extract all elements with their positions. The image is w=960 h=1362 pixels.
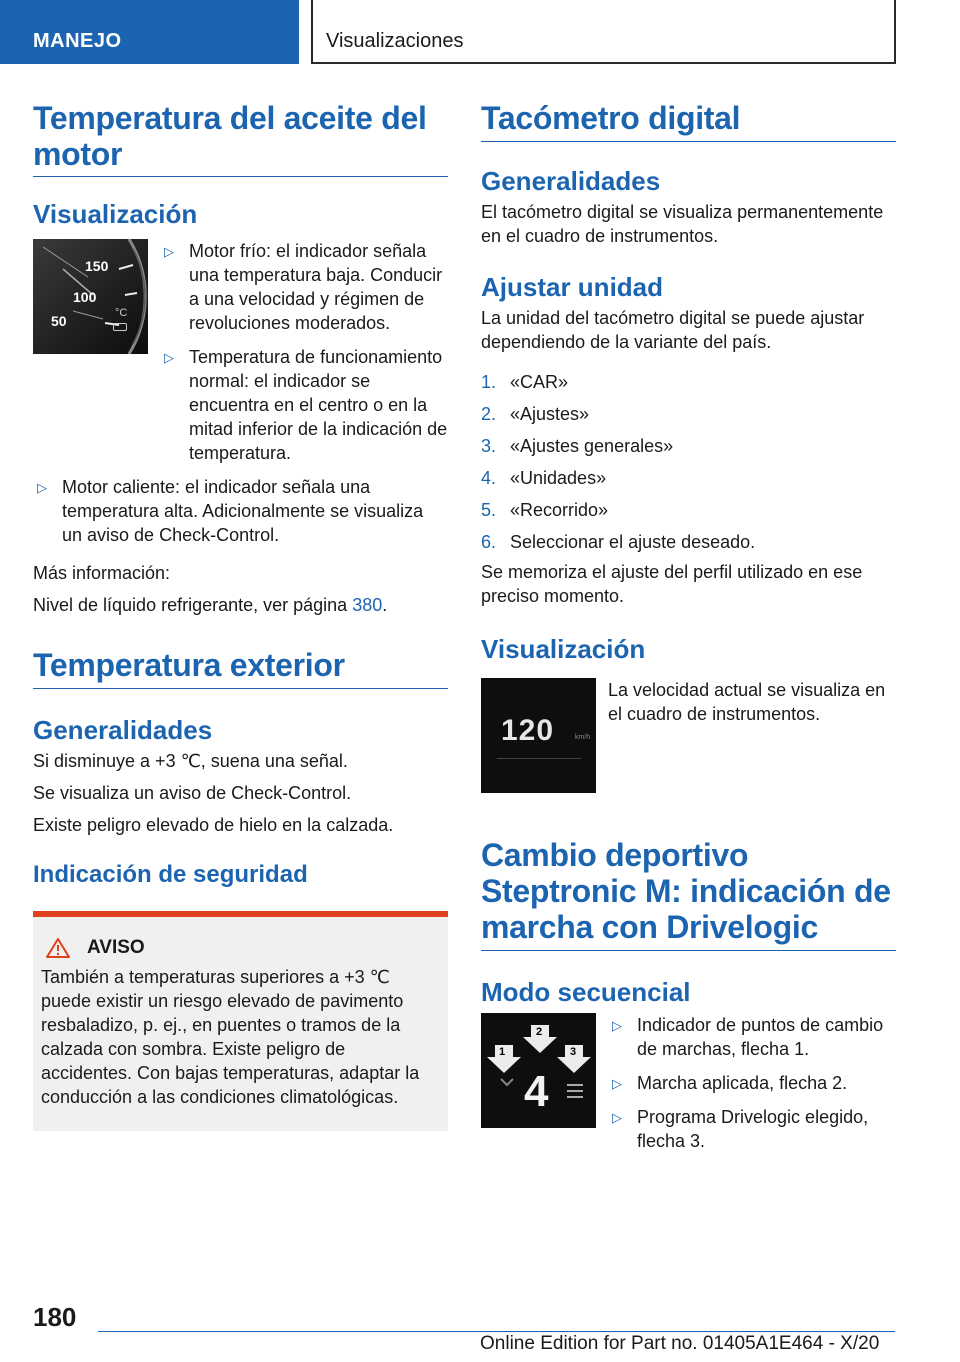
exterior-p3: Existe peligro elevado de hielo en la calzada. (33, 815, 394, 835)
oil-display-heading: Visualización (33, 199, 198, 229)
oil-gauge-image (33, 239, 148, 354)
step-item: 5. «Recorrido» (481, 500, 609, 520)
triangle-bullet-icon: ▷ (164, 350, 174, 365)
page-number: 180 (33, 1302, 77, 1332)
warning-triangle-icon (45, 937, 71, 959)
warning-text: También a temperaturas superiores a +3 ℃ puede existir un riesgo elevado de pavimento resbaladizo, p. ej., en puentes o tramos de la calzada con sombra. Existe peligro de accidentes. Con bajas temperaturas, adaptar la conducción a las condiciones climatológicas. (41, 967, 420, 1107)
more-info-label: Más información: (33, 563, 171, 583)
tacho-p2: La unidad del tacómetro digital se puede ajustar dependiendo de la variante del país. (481, 308, 865, 352)
gauge-label-100: 100 (73, 289, 97, 305)
exterior-temp-title: Temperatura exterior (33, 647, 448, 689)
section-tab (0, 0, 299, 64)
section-label: MANEJO (33, 30, 122, 52)
settings-steps (481, 370, 896, 554)
oil-item-hot: ▷ Motor caliente: el indicador señala una temperatura alta. Adicionalmente se visualiza un aviso de Check-Control. (37, 477, 424, 545)
tacho-p3: Se memoriza el ajuste del perfil utilizado en ese preciso momento. (481, 562, 863, 606)
arrow-label-3: 3 (570, 1046, 577, 1058)
arrow-label-1: 1 (499, 1046, 506, 1058)
chapter-header (311, 0, 896, 64)
oil-can-icon (113, 323, 127, 331)
sequential-mode-heading: Modo secuencial (481, 977, 691, 1007)
arrow-label-2: 2 (536, 1026, 543, 1038)
speed-unit: km/h (575, 734, 591, 741)
triangle-bullet-icon: ▷ (612, 1018, 622, 1033)
triangle-bullet-icon: ▷ (37, 480, 47, 495)
gear-item-shift-points: ▷ Indicador de puntos de cambio de marchas, flecha 1. (612, 1015, 884, 1059)
tacho-general-heading: Generalidades (481, 166, 661, 196)
triangle-bullet-icon: ▷ (612, 1110, 622, 1125)
oil-item-normal: ▷ Temperatura de funcionamiento normal: el indicador se encuentra en el centro o en la mitad inferior de la indicación de temperatura. (164, 347, 448, 463)
gear-item-program: ▷ Programa Drivelogic elegido, flecha 3. (612, 1107, 869, 1151)
gauge-unit: °C (115, 307, 128, 319)
page-link-380[interactable]: 380 (352, 595, 383, 615)
tacho-p1: El tacómetro digital se visualiza permanentemente en el cuadro de instrumentos. (481, 202, 884, 246)
warning-box (33, 911, 448, 1131)
oil-item-cold: ▷ Motor frío: el indicador señala una temperatura baja. Conducir a una velocidad y régimen de revoluciones moderados. (164, 241, 443, 333)
steptronic-title: Cambio deportivo Steptronic M: indicación de marcha con Drivelogic (481, 837, 896, 951)
triangle-bullet-icon: ▷ (164, 244, 174, 259)
edition-note: Online Edition for Part no. 01405A1E464 - X/20 (480, 1333, 880, 1354)
tacho-p4: La velocidad actual se visualiza en el cuadro de instrumentos. (608, 680, 886, 724)
step-item: 1. «CAR» (481, 372, 569, 392)
more-info-text: Nivel de líquido refrigerante, ver página 380. (33, 595, 388, 615)
exterior-p2: Se visualiza un aviso de Check-Control. (33, 783, 352, 803)
exterior-general-heading: Generalidades (33, 715, 213, 745)
left-column (33, 100, 448, 1131)
safety-heading: Indicación de seguridad (33, 861, 308, 888)
tacho-title: Tacómetro digital (481, 100, 896, 142)
speed-value: 120 (501, 714, 555, 747)
chapter-label: Visualizaciones (326, 30, 464, 52)
gauge-label-50: 50 (51, 313, 67, 329)
triangle-bullet-icon: ▷ (612, 1076, 622, 1091)
footer-divider (98, 1331, 895, 1332)
tacho-unit-heading: Ajustar unidad (481, 272, 664, 302)
gear-number: 4 (524, 1067, 549, 1116)
warning-title: AVISO (87, 937, 145, 958)
speed-display-image (481, 678, 596, 793)
right-column (481, 100, 896, 1153)
step-item: 2. «Ajustes» (481, 404, 590, 424)
gauge-label-150: 150 (85, 258, 109, 274)
tacho-display-heading: Visualización (481, 634, 646, 664)
speed-underline (497, 758, 581, 759)
gear-item-current: ▷ Marcha aplicada, flecha 2. (608, 1071, 896, 1095)
step-item: 3. «Ajustes generales» (481, 436, 674, 456)
step-item: 4. «Unidades» (481, 468, 607, 488)
step-item: 6. Seleccionar el ajuste deseado. (481, 532, 756, 552)
gear-display-image (481, 1013, 596, 1128)
oil-temp-title: Temperatura del aceite del motor (33, 100, 448, 177)
exterior-p1: Si disminuye a +3 ℃, suena una señal. (33, 751, 348, 771)
